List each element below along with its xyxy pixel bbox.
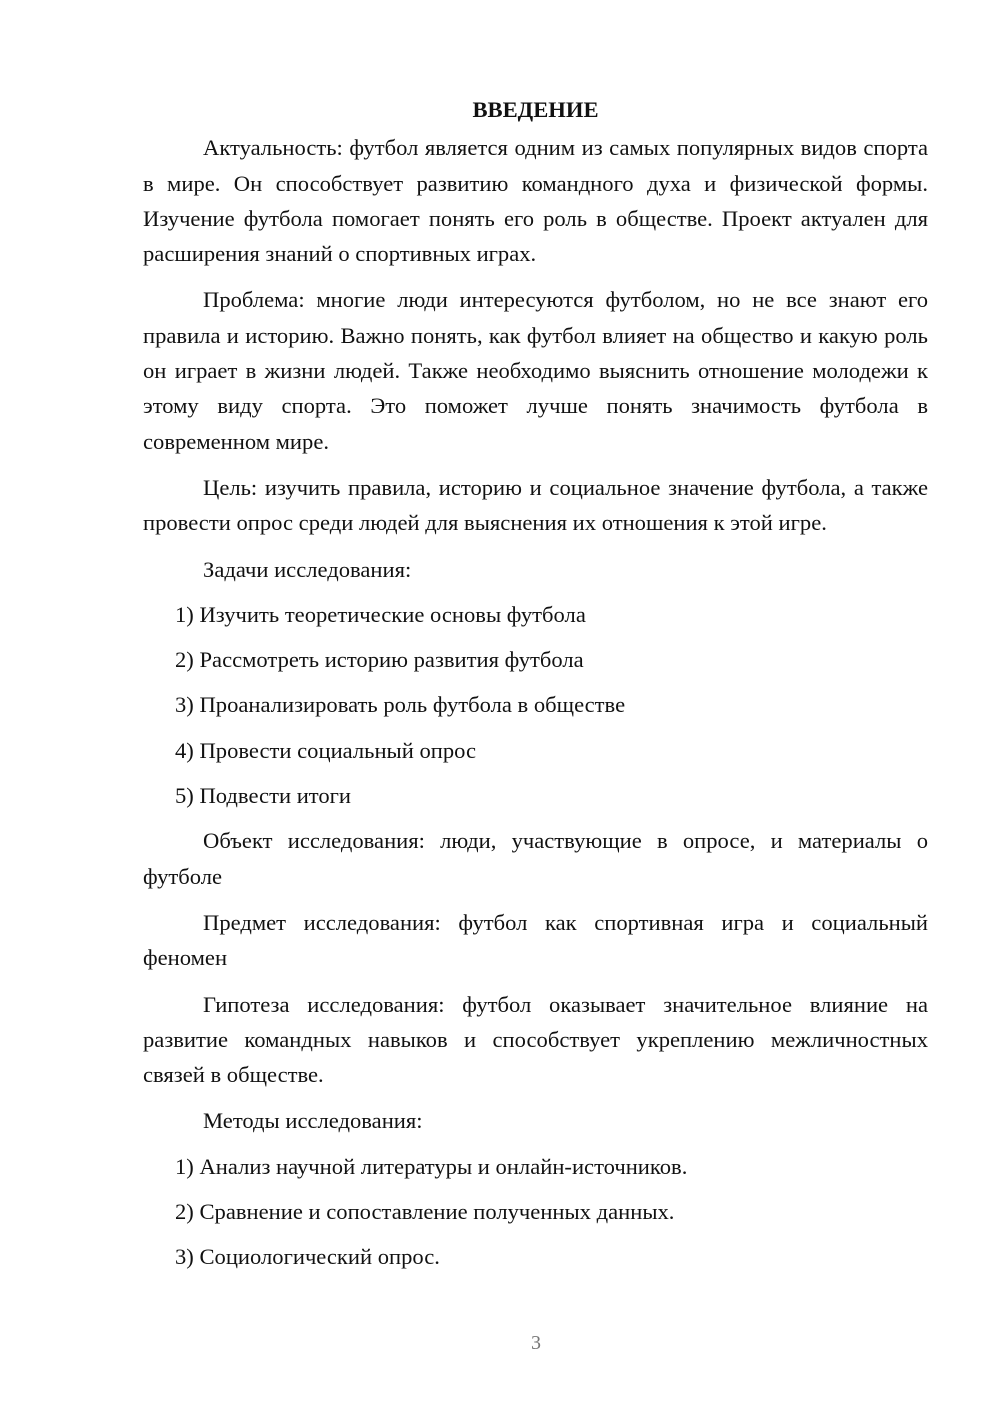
task-item: 1) Изучить теоретические основы футбола — [175, 601, 586, 627]
method-item: 3) Социологический опрос. — [175, 1244, 440, 1270]
page-number: 3 — [531, 1332, 541, 1354]
tasks-label: Задачи исследования: — [203, 556, 412, 582]
relevance-paragraph: Актуальность: футбол является одним из самых популярных видов спорта в мире. Он способствует развитию командного духа и физической формы. Изучение футбола помогает понять его роль в обществе. Проект актуален для расширения знаний о спортивных играх. — [143, 135, 928, 267]
task-item: 5) Подвести итоги — [175, 783, 352, 809]
hypothesis-paragraph: Гипотеза исследования: футбол оказывает значительное влияние на развитие командных навыков и способствует укреплению межличностных связей в обществе. — [143, 991, 928, 1088]
problem-paragraph: Проблема: многие люди интересуются футболом, но не все знают его правила и историю. Важно понять, как футбол влияет на общество и какую роль он играет в жизни людей. Также необходимо выяснить отношение молодежи к этому виду спорта. Это поможет лучше понять значимость футбола в современном мире. — [143, 287, 928, 454]
method-item: 1) Анализ научной литературы и онлайн-источников. — [175, 1153, 688, 1179]
tasks-list — [143, 597, 928, 813]
page-title: ВВЕДЕНИЕ — [472, 97, 599, 122]
object-paragraph: Объект исследования: люди, участвующие в опросе, и материалы о футболе — [143, 828, 928, 889]
subject-paragraph: Предмет исследования: футбол как спортивная игра и социальный феномен — [143, 909, 928, 971]
task-item: 4) Провести социальный опрос — [175, 737, 477, 763]
task-item: 3) Проанализировать роль футбола в обществе — [175, 692, 626, 718]
methods-label: Методы исследования: — [203, 1108, 423, 1134]
methods-list — [143, 1149, 928, 1275]
task-item: 2) Рассмотреть историю развития футбола — [175, 647, 584, 673]
page-content — [143, 92, 928, 1285]
goal-paragraph: Цель: изучить правила, историю и социальное значение футбола, а также провести опрос среди людей для выяснения их отношения к этой игре. — [143, 474, 928, 536]
method-item: 2) Сравнение и сопоставление полученных данных. — [175, 1199, 675, 1225]
